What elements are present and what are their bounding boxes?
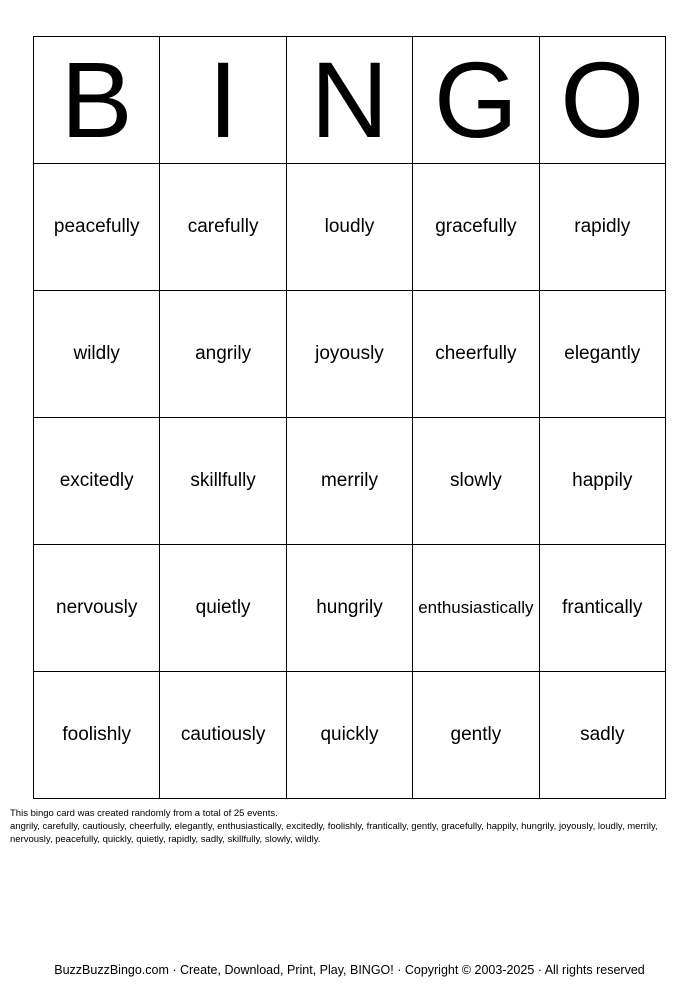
header-row <box>34 37 666 164</box>
header-letter-n: N <box>286 37 412 164</box>
card-cell: elegantly <box>539 291 665 418</box>
card-cell: joyously <box>286 291 412 418</box>
card-cell: cautiously <box>160 672 286 799</box>
card-note-events: angrily, carefully, cautiously, cheerfully, elegantly, enthusiastically, excitedly, foolishly, frantically, gently, gracefully, happily, hungrily, joyously, loudly, merrily, nervously, peacefully, quickly, quietly, rapidly, sadly, skillfully, slowly, wildly. <box>10 821 658 845</box>
card-cell: sadly <box>539 672 665 799</box>
card-cell: nervously <box>34 545 160 672</box>
card-row <box>34 418 666 545</box>
card-cell: loudly <box>286 164 412 291</box>
card-cell: slowly <box>413 418 539 545</box>
bingo-card <box>33 36 666 799</box>
card-cell: excitedly <box>34 418 160 545</box>
header-letter-g: G <box>413 37 539 164</box>
card-row <box>34 164 666 291</box>
card-cell: hungrily <box>286 545 412 672</box>
page-footer: BuzzBuzzBingo.com · Create, Download, Print, Play, BINGO! · Copyright © 2003-2025 · All rights reserved <box>54 963 645 977</box>
card-cell: carefully <box>160 164 286 291</box>
card-row <box>34 291 666 418</box>
header-letter-b: B <box>34 37 160 164</box>
header-letter-i: I <box>160 37 286 164</box>
card-cell: merrily <box>286 418 412 545</box>
card-cell: rapidly <box>539 164 665 291</box>
card-cell: angrily <box>160 291 286 418</box>
card-note-summary: This bingo card was created randomly from a total of 25 events. <box>10 808 278 819</box>
header-letter-o: O <box>539 37 665 164</box>
card-cell: skillfully <box>160 418 286 545</box>
card-cell: quickly <box>286 672 412 799</box>
card-cell: gently <box>413 672 539 799</box>
card-cell: gracefully <box>413 164 539 291</box>
card-row <box>34 672 666 799</box>
card-cell: peacefully <box>34 164 160 291</box>
card-row <box>34 545 666 672</box>
card-cell: enthusiastically <box>413 545 539 672</box>
card-cell: quietly <box>160 545 286 672</box>
card-note <box>10 807 690 846</box>
card-cell: foolishly <box>34 672 160 799</box>
card-cell: happily <box>539 418 665 545</box>
card-cell: cheerfully <box>413 291 539 418</box>
card-cell: wildly <box>34 291 160 418</box>
card-cell: frantically <box>539 545 665 672</box>
